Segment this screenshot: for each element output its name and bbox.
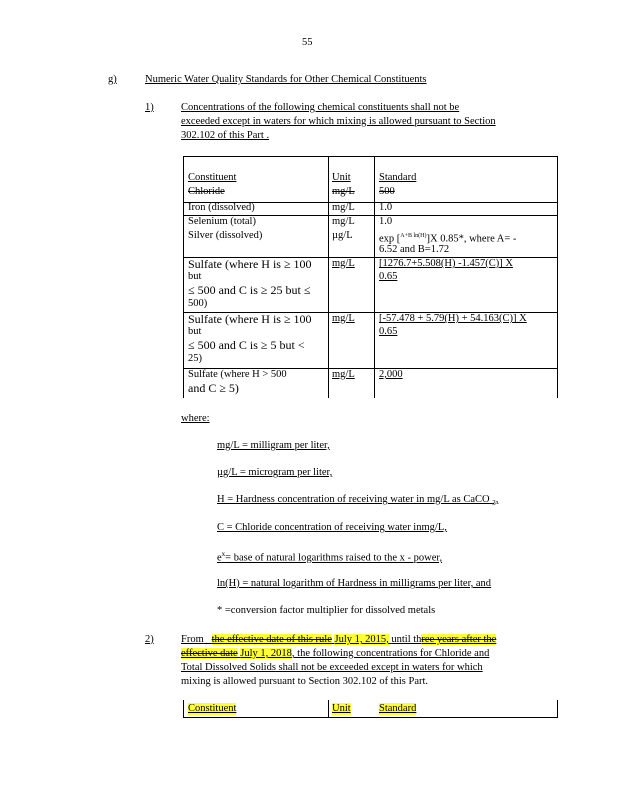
- item2-line1: [181, 634, 496, 645]
- item2-line2: [181, 648, 489, 659]
- item1-line2: exceeded except in waters for which mixing is allowed pursuant to Section: [181, 116, 496, 127]
- sulfate2-standard: [-57.478 + 5.79(H) + 54.163(C)] X: [379, 313, 527, 324]
- selenium-unit: mg/L: [332, 216, 355, 227]
- def-chloride: C = Chloride concentration of receiving water inmg/L,: [217, 522, 447, 533]
- section-title: Numeric Water Quality Standards for Other Chemical Constituents: [145, 74, 427, 85]
- iron-unit: mg/L: [332, 202, 355, 213]
- sulfate1-line3: ≤ 500 and C is ≥ 25 but ≤: [188, 283, 311, 297]
- table2-header-constituent: Constituent: [188, 703, 237, 714]
- sulfate2-unit: mg/L: [332, 313, 355, 324]
- sulfate2-line4: 25): [188, 353, 202, 364]
- table-divider: [374, 157, 375, 398]
- sulfate1-standard-line2: 0.65: [379, 271, 398, 282]
- table2-header-unit: Unit: [332, 703, 351, 714]
- def-mgl: mg/L = milligram per liter,: [217, 440, 330, 451]
- constituents-table: [183, 156, 558, 398]
- section-label: g): [108, 74, 117, 85]
- sulfate2-standard-line2: 0.65: [379, 326, 398, 337]
- item2-line4: mixing is allowed pursuant to Section 302.102 of this Part.: [181, 676, 429, 687]
- header-standard: Standard: [379, 172, 417, 183]
- sulfate2-line3: ≤ 500 and C is ≥ 5 but <: [188, 338, 305, 352]
- item2-until: until th: [391, 634, 422, 645]
- chloride-constituent: Chloride: [188, 186, 225, 197]
- item1-line3: 302.102 of this Part .: [181, 130, 270, 141]
- item2-date-2015: July 1, 2015,: [334, 634, 389, 645]
- def-ugl: µg/L = microgram per liter,: [217, 467, 333, 478]
- silver-unit: µg/L: [332, 230, 353, 241]
- ex-base: e: [217, 552, 222, 564]
- def-conversion: * =conversion factor multiplier for dissolved metals: [217, 605, 436, 616]
- sulfate1-line1: Sulfate (where H is ≥ 100: [188, 257, 312, 271]
- iron-standard: 1.0: [379, 202, 393, 213]
- item1-label: 1): [145, 102, 154, 113]
- def-hardness: [217, 494, 498, 507]
- def-exponential-text: = base of natural logarithms raised to the x - power,: [225, 552, 443, 564]
- selenium-standard: 1.0: [379, 216, 393, 227]
- where-label: where:: [181, 413, 210, 424]
- sulfate1-line2: but: [188, 271, 202, 282]
- sulfate3-line2: and C ≥ 5): [188, 381, 239, 395]
- item1-line1: Concentrations of the following chemical constituents shall not be: [181, 102, 460, 113]
- item2-struck-effective-date: the effective date of this rule: [211, 634, 332, 645]
- table-divider: [328, 157, 329, 398]
- sulfate2-line1: Sulfate (where H is ≥ 100: [188, 312, 312, 326]
- silver-constituent: Silver (dissolved): [188, 230, 263, 241]
- sulfate3-unit: mg/L: [332, 369, 355, 380]
- def-hardness-text: H = Hardness concentration of receiving water in mg/L as CaCO: [217, 494, 490, 505]
- sulfate1-unit: mg/L: [332, 258, 355, 269]
- item2-from: From: [181, 634, 204, 645]
- item2-label: 2): [145, 634, 154, 645]
- item2-struck-three-years: ree years after the: [421, 634, 497, 645]
- chloride-unit: mg/L: [332, 186, 355, 197]
- table-divider: [328, 700, 329, 717]
- silver-std-suffix: ]X 0.85*, where A= -: [426, 233, 517, 245]
- caco-subscript: 3: [492, 499, 496, 508]
- chloride-tds-table: [183, 700, 558, 718]
- item2-line3: Total Dissolved Solids shall not be exceeded except in waters for which: [181, 662, 483, 673]
- item2-date-2018: July 1, 2018: [240, 648, 292, 659]
- item2-struck-effective: effective date: [181, 648, 238, 659]
- chloride-standard: 500: [379, 186, 395, 197]
- sulfate3-line1: Sulfate (where H > 500: [188, 369, 287, 380]
- sulfate1-standard: [1276.7+5.508(H) -1.457(C)] X: [379, 258, 513, 269]
- iron-constituent: Iron (dissolved): [188, 202, 255, 213]
- sulfate3-standard: 2,000: [379, 369, 403, 380]
- header-constituent: Constituent: [188, 172, 237, 183]
- silver-standard-line2: 6.52 and B=1.72: [379, 244, 450, 255]
- page-number: 55: [302, 37, 313, 48]
- sulfate1-line4: 500): [188, 298, 208, 309]
- item2-line2-rest: , the following concentrations for Chloride and: [291, 648, 490, 659]
- caco-tail: ,: [495, 494, 499, 505]
- silver-std-exponent: A+B ln(H): [400, 233, 427, 239]
- header-unit: Unit: [332, 172, 351, 183]
- silver-std-prefix: exp [: [379, 233, 401, 245]
- table2-header-standard: Standard: [379, 703, 417, 714]
- def-ln-hardness: ln(H) = natural logarithm of Hardness in milligrams per liter, and: [217, 578, 492, 589]
- def-exponential: [217, 550, 442, 564]
- selenium-constituent: Selenium (total): [188, 216, 256, 227]
- ex-superscript: x: [221, 550, 226, 558]
- sulfate2-line2: but: [188, 326, 202, 337]
